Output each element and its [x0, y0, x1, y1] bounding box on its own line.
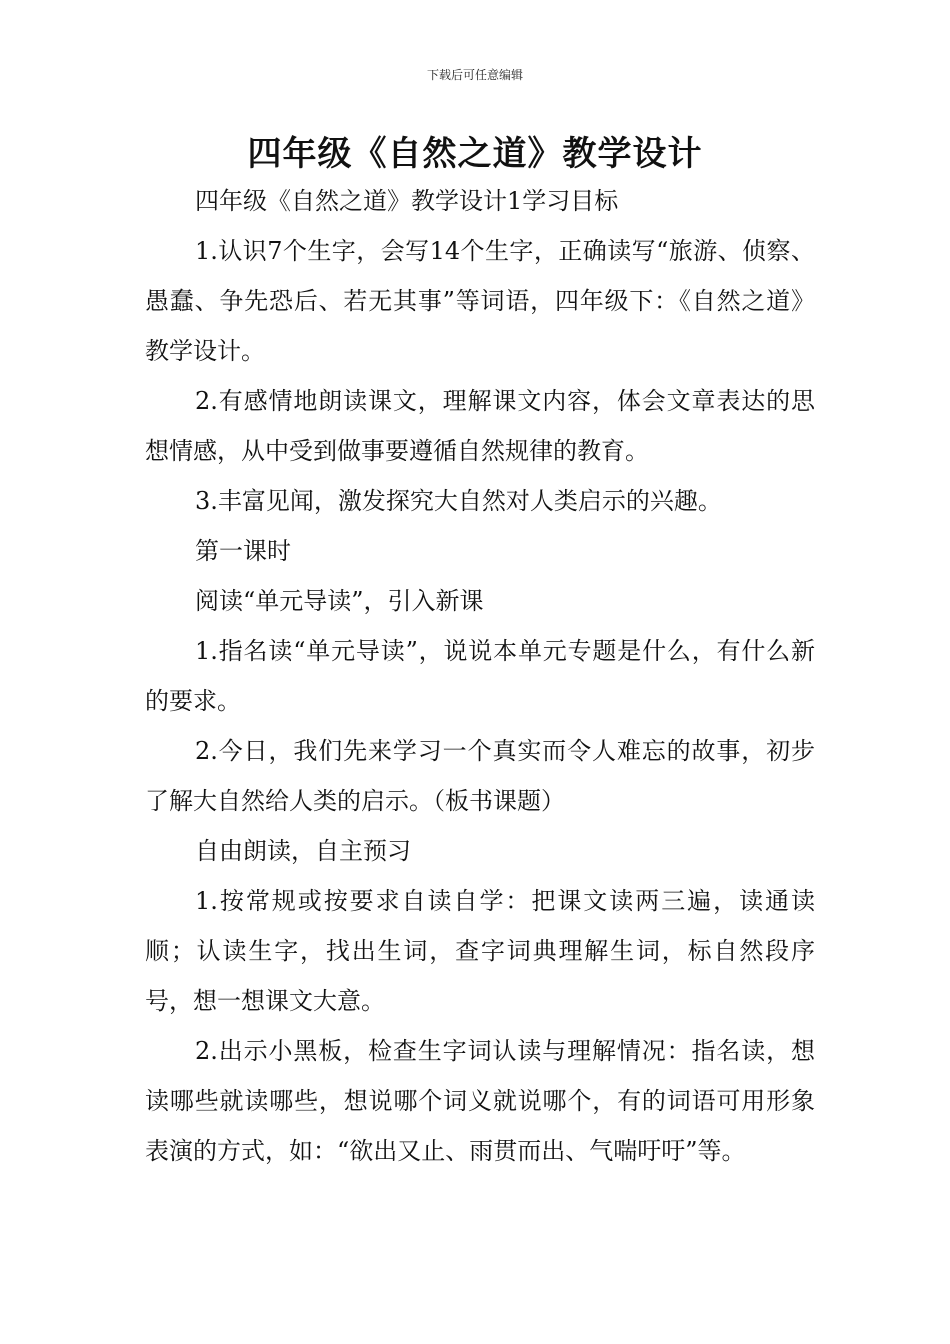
paragraph-self-study-2: 2.出示小黑板，检查生字词认读与理解情况：指名读，想读哪些就读哪些，想说哪个词义就说哪个，有的词语可用形象表演的方式，如：“欲出又止、雨贯而出、气喘吁吁”等。 [145, 1037, 815, 1165]
paragraph-step-1: 1.指名读“单元导读”，说说本单元专题是什么，有什么新的要求。 [145, 637, 815, 715]
paragraph-goal-1: 1.认识7个生字，会写14个生字，正确读写“旅游、侦察、愚蠢、争先恐后、若无其事”等词语，四年级下：《自然之道》教学设计。 [145, 237, 815, 365]
paragraph-goal-3: 3.丰富见闻，激发探究大自然对人类启示的兴趣。 [195, 487, 722, 515]
paragraph-self-study-1: 1.按常规或按要求自读自学：把课文读两三遍，读通读顺；认读生字，找出生词，查字词典理解生词，标自然段序号，想一想课文大意。 [145, 887, 815, 1015]
paragraph-step-2: 2.今日，我们先来学习一个真实而令人难忘的故事，初步了解大自然给人类的启示。（板书课题） [145, 737, 815, 815]
section-heading-self-study: 自由朗读，自主预习 [195, 837, 411, 865]
paragraph-goal-2: 2.有感情地朗读课文，理解课文内容，体会文章表达的思想情感，从中受到做事要遵循自然规律的教育。 [145, 387, 815, 465]
paragraph-intro: 四年级《自然之道》教学设计1学习目标 [195, 187, 619, 215]
document-body [145, 176, 815, 1176]
page-header-note: 下载后可任意编辑 [426, 68, 523, 82]
section-heading-first-lesson: 第一课时 [195, 537, 291, 565]
document-title: 四年级《自然之道》教学设计 [247, 134, 703, 174]
section-heading-read-guide: 阅读“单元导读”，引入新课 [195, 587, 484, 615]
